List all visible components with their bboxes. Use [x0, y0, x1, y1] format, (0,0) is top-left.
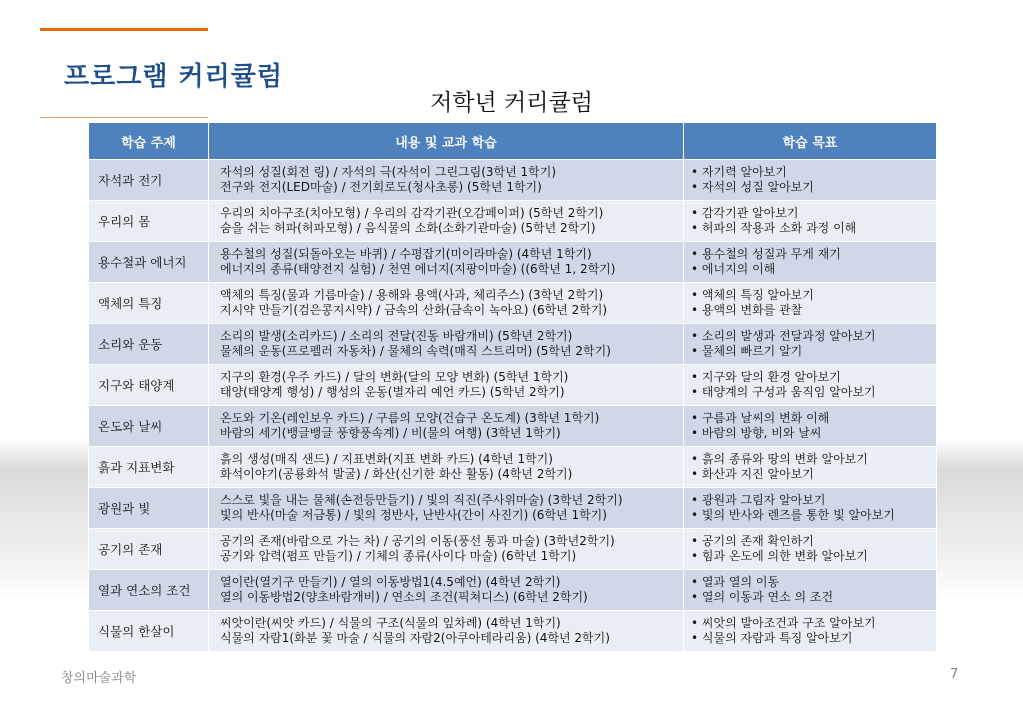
table-row — [89, 365, 937, 406]
content-cell — [209, 406, 684, 447]
page-number: 7 — [950, 667, 959, 682]
footer-brand: 창의마술과학 — [61, 671, 137, 686]
top-accent-rule — [40, 28, 208, 31]
content-line: 열이란(열기구 만들기) / 열의 이동방법1(4.5예언) (4학년 2학기) — [220, 575, 561, 589]
content-line: 온도와 기온(레인보우 카드) / 구름의 모양(건습구 온도계) (3학년 1학기) — [220, 411, 600, 425]
content-line: 전구와 전지(LED마술) / 전기회로도(청사초롱) (5학년 1학기) — [220, 180, 542, 194]
goal-item: • 흙의 종류와 땅의 변화 알아보기 — [691, 452, 868, 466]
content-cell — [209, 324, 684, 365]
goals-cell — [684, 201, 937, 242]
topic-cell: 열과 연소의 조건 — [89, 570, 209, 611]
header-topic: 학습 주제 — [89, 123, 209, 160]
goal-item: • 씨앗의 발아조건과 구조 알아보기 — [691, 616, 876, 630]
goals-cell — [684, 611, 937, 652]
table-row — [89, 201, 937, 242]
goal-item: • 용수철의 성질과 무게 재기 — [691, 247, 841, 261]
table-row — [89, 283, 937, 324]
goal-item: • 화산과 지진 알아보기 — [691, 467, 814, 481]
goals-cell — [684, 570, 937, 611]
goal-item: • 자기력 알아보기 — [691, 165, 787, 179]
goal-item: • 용액의 변화를 관찰 — [691, 303, 803, 317]
goals-cell — [684, 283, 937, 324]
topic-cell: 우리의 몸 — [89, 201, 209, 242]
content-line: 우리의 치아구조(치아모형) / 우리의 감각기관(오감페이퍼) (5학년 2학기) — [220, 206, 604, 220]
goals-cell — [684, 324, 937, 365]
header-goals: 학습 목표 — [684, 123, 937, 160]
topic-cell: 용수철과 에너지 — [89, 242, 209, 283]
topic-cell: 소리와 운동 — [89, 324, 209, 365]
content-cell — [209, 160, 684, 201]
goal-item: • 힘과 온도에 의한 변화 알아보기 — [691, 549, 868, 563]
goal-item: • 감각기관 알아보기 — [691, 206, 799, 220]
topic-cell: 광원과 빛 — [89, 488, 209, 529]
topic-cell: 흙과 지표변화 — [89, 447, 209, 488]
table-row — [89, 160, 937, 201]
goal-item: • 식물의 자람과 특징 알아보기 — [691, 631, 853, 645]
table-row — [89, 242, 937, 283]
goal-item: • 바람의 방향, 비와 날씨 — [691, 426, 822, 440]
header-content: 내용 및 교과 학습 — [209, 123, 684, 160]
curriculum-table — [88, 122, 937, 652]
content-cell — [209, 283, 684, 324]
goals-cell — [684, 529, 937, 570]
content-line: 화석이야기(공룡화석 발굴) / 화산(신기한 화산 활동) (4학년 2학기) — [220, 467, 573, 481]
goal-item: • 물체의 빠르기 알기 — [691, 344, 803, 358]
table-row — [89, 406, 937, 447]
content-cell — [209, 529, 684, 570]
content-cell — [209, 447, 684, 488]
topic-cell: 액체의 특징 — [89, 283, 209, 324]
topic-cell: 지구와 태양계 — [89, 365, 209, 406]
content-cell — [209, 611, 684, 652]
goal-item: • 열의 이동과 연소 의 조건 — [691, 590, 834, 604]
goals-cell — [684, 365, 937, 406]
content-line: 지구의 환경(우주 카드) / 달의 변화(달의 모양 변화) (5학년 1학기) — [220, 370, 569, 384]
content-line: 바람의 세기(뱅글뱅글 풍향풍속계) / 비(물의 여행) (3학년 1학기) — [220, 426, 561, 440]
content-line: 빛의 반사(마술 저금통) / 빛의 정반사, 난반사(간이 사진기) (6학년 1학기) — [220, 508, 607, 522]
goal-item: • 구름과 날씨의 변화 이해 — [691, 411, 830, 425]
table-row — [89, 611, 937, 652]
title-underline-rule — [40, 117, 208, 118]
content-cell — [209, 488, 684, 529]
goals-cell — [684, 488, 937, 529]
slide-title: 프로그램 커리큘럼 — [64, 62, 283, 92]
content-cell — [209, 242, 684, 283]
topic-cell: 식물의 한살이 — [89, 611, 209, 652]
content-line: 소리의 발생(소리카드) / 소리의 전달(진동 바람개비) (5학년 2학기) — [220, 329, 573, 343]
table-header-row — [89, 123, 937, 160]
content-line: 공기와 압력(펌프 만들기) / 기체의 종류(사이다 마술) (6학년 1학기) — [220, 549, 577, 563]
content-line: 태양(태양계 행성) / 행성의 운동(별자리 예언 카드) (5학년 2학기) — [220, 385, 565, 399]
content-cell — [209, 201, 684, 242]
content-line: 지시약 만들기(검은콩지시약) / 금속의 산화(금속이 녹아요) (6학년 2학기) — [220, 303, 608, 317]
content-line: 에너지의 종류(태양전지 실험) / 천연 에너지(지팡이마술) ((6학년 1, 2학기) — [220, 262, 616, 276]
goals-cell — [684, 160, 937, 201]
table-row — [89, 529, 937, 570]
content-line: 공기의 존재(바람으로 가는 차) / 공기의 이동(풍선 통과 마술) (3학년2학기) — [220, 534, 615, 548]
content-line: 씨앗이란(씨앗 카드) / 식물의 구조(식물의 잎차례) (4학년 1학기) — [220, 616, 561, 630]
goal-item: • 액체의 특징 알아보기 — [691, 288, 814, 302]
goals-cell — [684, 242, 937, 283]
goal-item: • 태양계의 구성과 움직임 알아보기 — [691, 385, 876, 399]
content-line: 식물의 자람1(화분 꽃 마술 / 식물의 자람2(아쿠아테라리움) (4학년 2학기) — [220, 631, 610, 645]
content-line: 숨을 쉬는 허파(허파모형) / 음식물의 소화(소화기관마술) (5학년 2학기) — [220, 221, 596, 235]
content-line: 액체의 특징(물과 기름마술) / 용해와 용액(사과, 체리주스) (3학년 2학기) — [220, 288, 604, 302]
goal-item: • 소리의 발생과 전달과정 알아보기 — [691, 329, 876, 343]
content-line: 열의 이동방법2(양초바람개비) / 연소의 조건(픽쳐디스) (6학년 2학기) — [220, 590, 588, 604]
table-row — [89, 324, 937, 365]
table-title: 저학년 커리큘럼 — [430, 90, 593, 116]
goal-item: • 광원과 그림자 알아보기 — [691, 493, 826, 507]
goal-item: • 허파의 작용과 소화 과정 이해 — [691, 221, 857, 235]
goal-item: • 공기의 존재 확인하기 — [691, 534, 814, 548]
table-row — [89, 447, 937, 488]
topic-cell: 온도와 날씨 — [89, 406, 209, 447]
table-row — [89, 488, 937, 529]
content-line: 자석의 성질(회전 링) / 자석의 극(자석이 그린그림(3학년 1학기) — [220, 165, 557, 179]
content-line: 물체의 운동(프로펠러 자동차) / 물체의 속력(매직 스트리머) (5학년 2학기) — [220, 344, 611, 358]
goal-item: • 지구와 달의 환경 알아보기 — [691, 370, 841, 384]
goal-item: • 자석의 성질 알아보기 — [691, 180, 814, 194]
content-line: 스스로 빛을 내는 물체(손전등만들기) / 빛의 직진(주사위마술) (3학년 2학기) — [220, 493, 623, 507]
content-cell — [209, 365, 684, 406]
goals-cell — [684, 406, 937, 447]
table-row — [89, 570, 937, 611]
content-line: 용수철의 성질(되돌아오는 바퀴) / 수평잡기(미이라마술) (4학년 1학기) — [220, 247, 592, 261]
content-line: 흙의 생성(매직 샌드) / 지표변화(지표 변화 카드) (4학년 1학기) — [220, 452, 553, 466]
content-cell — [209, 570, 684, 611]
goal-item: • 열과 열의 이동 — [691, 575, 780, 589]
goal-item: • 에너지의 이해 — [691, 262, 776, 276]
goals-cell — [684, 447, 937, 488]
goal-item: • 빛의 반사와 렌즈를 통한 빛 알아보기 — [691, 508, 895, 522]
topic-cell: 자석과 전기 — [89, 160, 209, 201]
topic-cell: 공기의 존재 — [89, 529, 209, 570]
